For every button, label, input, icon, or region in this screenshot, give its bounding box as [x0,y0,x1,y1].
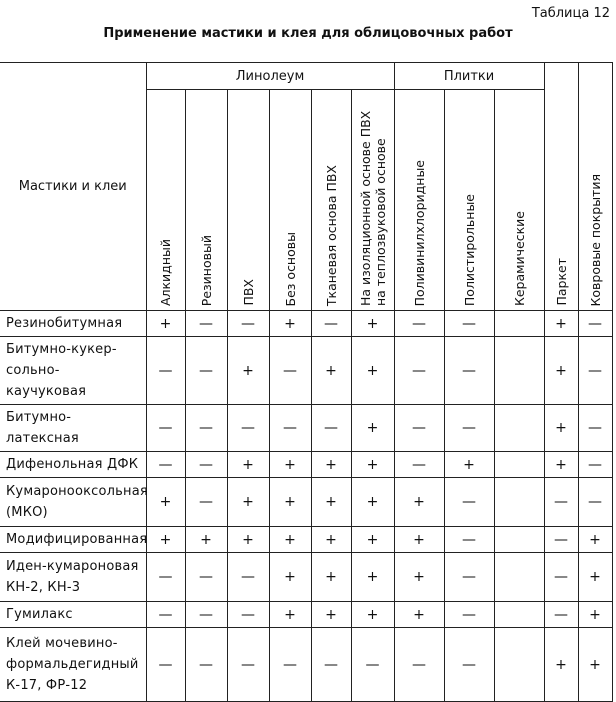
table-cell: + [351,405,394,452]
table-cell: — [544,478,578,527]
group-linoleum: Линолеум [146,63,394,90]
table-row [0,602,612,628]
table-cell: + [146,527,185,553]
col-polyvinylchloride: Поливинилхлоридные [394,90,444,311]
row-name: Гумилакс [0,602,146,628]
col-fabric-pvc: Тканевая основа ПВХ [311,90,351,311]
table-cell: — [578,405,612,452]
row-name: Иден-кумароновая КН-2, КН-3 [0,553,146,602]
row-name: Битумно-кукер-сольно-каучуковая [0,337,146,405]
table-cell: — [185,553,227,602]
table-cell: — [185,337,227,405]
table-cell: — [544,553,578,602]
table-cell: + [394,527,444,553]
table-cell [494,553,544,602]
table-cell: + [227,478,269,527]
table-cell [494,311,544,337]
application-table [0,62,613,702]
row-name: Дифенольная ДФК [0,452,146,478]
table-cell: — [146,628,185,702]
table-cell: + [544,405,578,452]
table-cell: — [269,405,311,452]
table-row [0,337,612,405]
row-name: Резинобитумная [0,311,146,337]
table-cell: — [444,337,494,405]
table-cell [494,628,544,702]
table-cell: — [146,553,185,602]
table-cell: — [227,405,269,452]
table-cell: — [227,602,269,628]
table-cell: + [544,337,578,405]
table-row [0,478,612,527]
table-cell: + [311,553,351,602]
table-cell: + [185,527,227,553]
table-cell: — [146,452,185,478]
table-row [0,553,612,602]
table-cell: — [444,628,494,702]
table-cell [494,337,544,405]
col-polystyrene: Полистирольные [444,90,494,311]
table-cell: + [227,337,269,405]
table-cell: + [444,452,494,478]
table-cell: + [351,452,394,478]
table-cell: + [146,478,185,527]
table-cell: — [394,452,444,478]
table-cell: + [227,452,269,478]
table-cell: + [269,602,311,628]
table-cell: — [185,311,227,337]
table-cell: — [394,337,444,405]
table-cell: + [311,527,351,553]
table-cell: — [146,405,185,452]
table-cell: — [578,478,612,527]
table-cell: — [185,628,227,702]
table-cell: + [146,311,185,337]
table-cell: — [311,311,351,337]
table-cell: + [394,478,444,527]
table-cell: + [578,527,612,553]
table-cell: + [227,527,269,553]
col-no-base: Без основы [269,90,311,311]
table-cell: — [146,602,185,628]
table-cell [494,478,544,527]
col-pvc: ПВХ [227,90,269,311]
table-cell: — [544,602,578,628]
table-cell: + [544,452,578,478]
table-cell: — [185,602,227,628]
group-tiles: Плитки [394,63,544,90]
col-ceramic: Керамические [494,90,544,311]
table-cell: — [544,527,578,553]
table-cell: — [185,478,227,527]
table-cell: — [269,628,311,702]
table-cell: + [351,602,394,628]
table-cell: — [351,628,394,702]
table-cell [494,452,544,478]
table-cell: — [269,337,311,405]
table-cell: — [394,311,444,337]
table-cell: — [394,405,444,452]
table-cell: + [351,311,394,337]
table-cell: — [444,553,494,602]
table-cell: — [578,452,612,478]
col-carpet: Ковровые покрытия [578,63,612,311]
table-cell: + [351,478,394,527]
table-cell: — [444,311,494,337]
table-title: Применение мастики и клея для облицовочных работ [103,26,513,41]
table-cell: — [146,337,185,405]
table-cell: + [351,337,394,405]
table-cell: + [578,628,612,702]
table-cell: + [311,452,351,478]
col-rubber: Резиновый [185,90,227,311]
table-cell: — [394,628,444,702]
table-cell: + [311,602,351,628]
table-cell: — [227,628,269,702]
table-cell: + [311,478,351,527]
table-cell: — [185,405,227,452]
table-cell: — [311,628,351,702]
table-cell: — [444,602,494,628]
col-insulating-base: На изоляционной основе ПВХ на теплозвуковой основе [351,90,394,311]
row-name: Клей мочевино-формальдегидный К-17, ФР-12 [0,628,146,702]
table-cell: + [269,311,311,337]
row-name: Модифицированная [0,527,146,553]
table-cell: — [578,311,612,337]
table-cell: — [311,405,351,452]
table-cell: — [578,337,612,405]
table-cell: + [394,602,444,628]
table-number: Таблица 12 [531,6,610,21]
table-cell: + [351,553,394,602]
table-cell: — [185,452,227,478]
table-cell: + [394,553,444,602]
row-name: Битумно-латексная [0,405,146,452]
table-row [0,405,612,452]
table-cell: + [351,527,394,553]
table-cell: + [269,553,311,602]
table-cell: — [227,311,269,337]
col-alkyd: Алкидный [146,90,185,311]
table-row [0,452,612,478]
table-cell: + [578,602,612,628]
table-cell [494,602,544,628]
table-row [0,311,612,337]
row-header: Мастики и клеи [0,63,146,311]
table-cell: + [311,337,351,405]
table-cell: — [444,527,494,553]
table-cell: + [544,628,578,702]
table-cell: — [444,405,494,452]
table-row [0,628,612,702]
table-row [0,527,612,553]
table-cell: + [269,478,311,527]
table-cell: + [269,527,311,553]
row-name: Кумаронооксольная (МКО) [0,478,146,527]
table-cell: — [444,478,494,527]
col-parquet: Паркет [544,63,578,311]
table-cell: + [578,553,612,602]
table-cell: + [544,311,578,337]
table-cell [494,527,544,553]
table-cell: + [269,452,311,478]
table-cell [494,405,544,452]
table-cell: — [227,553,269,602]
